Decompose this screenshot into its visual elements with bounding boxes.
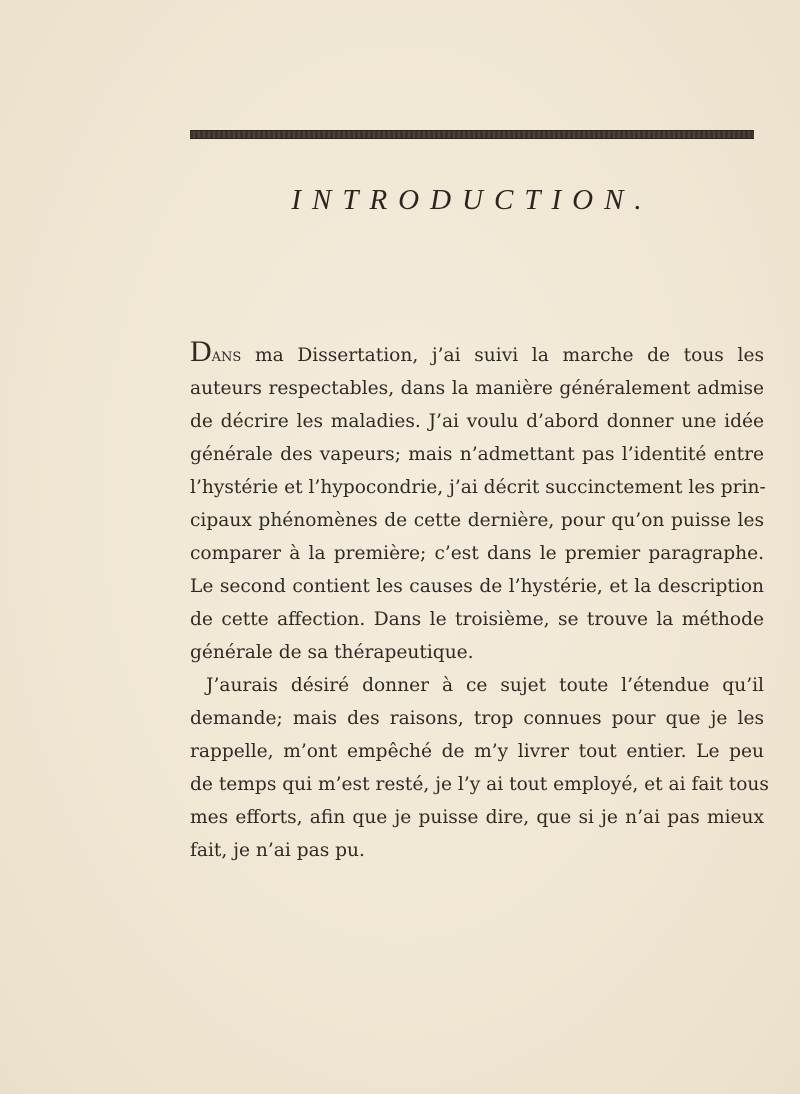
text-line: auteurs respectables, dans la manière généralement admise	[190, 378, 764, 399]
text-line: demande; mais des raisons, trop connues pour que je les	[190, 708, 764, 729]
page-title: INTRODUCTION.	[291, 184, 653, 216]
text-line: cipaux phénomènes de cette dernière, pour qu’on puisse les	[190, 510, 764, 531]
text-line: générale de sa thérapeutique.	[190, 642, 474, 663]
small-caps-word: ans	[211, 345, 242, 366]
text-line: de décrire les maladies. J’ai voulu d’abord donner une idée	[190, 411, 764, 432]
text-line: générale des vapeurs; mais n’admettant pas l’identité entre	[190, 444, 764, 465]
text-line: de cette affection. Dans le troisième, se trouve la méthode	[190, 609, 764, 630]
text-line: de temps qui m’est resté, je l’y ai tout employé, et ai fait tous	[190, 774, 769, 795]
text-line: rappelle, m’ont empêché de m’y livrer tout entier. Le peu	[190, 741, 764, 762]
text-line: l’hystérie et l’hypocondrie, j’ai décrit succinctement les prin-	[190, 477, 766, 498]
text-line: Le second contient les causes de l’hystérie, et la description	[190, 576, 764, 597]
text-line	[190, 335, 764, 372]
body-text	[190, 335, 769, 867]
text-line: mes efforts, afin que je puisse dire, que si je n’ai pas mieux	[190, 807, 764, 828]
text-line: comparer à la première; c’est dans le premier paragraphe.	[190, 543, 764, 564]
drop-cap: D	[190, 335, 212, 368]
text-line: fait, je n’ai pas pu.	[190, 840, 365, 861]
text-line: J’aurais désiré donner à ce sujet toute l’étendue qu’il	[206, 675, 764, 696]
decorative-rule	[190, 130, 754, 139]
line-text: ma Dissertation, j’ai suivi la marche de tous les	[241, 345, 764, 366]
